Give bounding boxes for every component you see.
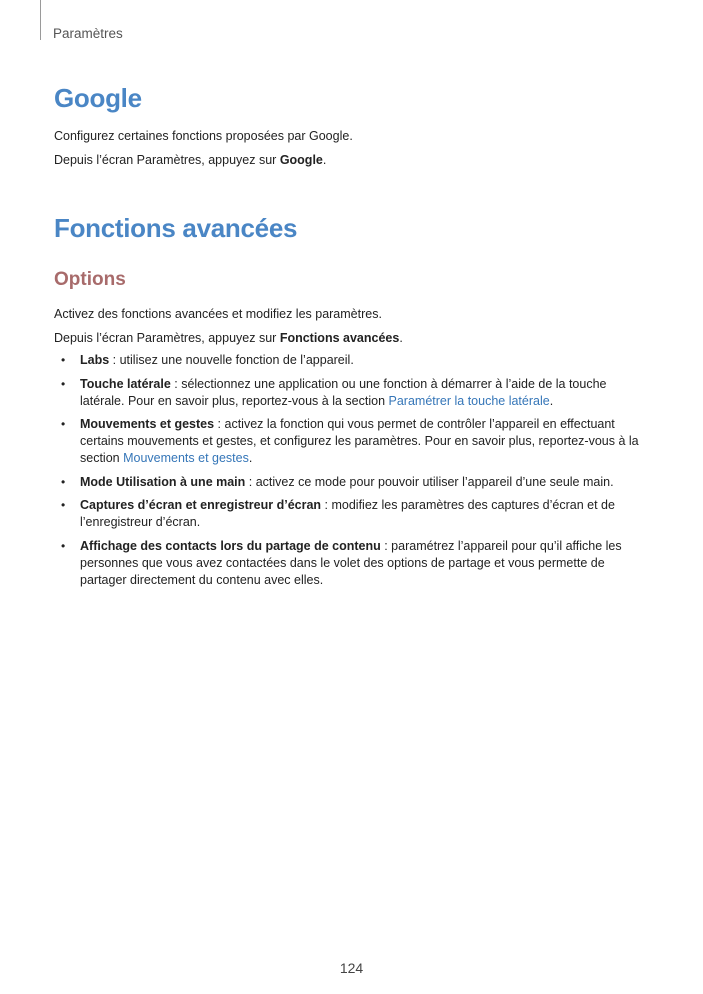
google-path-suffix: . — [322, 153, 327, 167]
options-description: Activez des fonctions avancées et modifiez les paramètres. — [54, 307, 382, 321]
options-list — [54, 352, 654, 589]
options-path — [54, 326, 654, 350]
google-heading: Google — [54, 83, 142, 113]
bullet: • — [61, 474, 66, 489]
item-text: : activez ce mode pour pouvoir utiliser l’appareil d’une seule main. — [245, 474, 614, 489]
bullet: • — [61, 498, 66, 512]
item-text: : activez la fonction qui vous permet de contrôler l’appareil en effectuant certains mouvements et gestes, et configurez les paramètres. Pour en savoir plus, reportez-vous à la section — [80, 417, 639, 465]
google-path — [54, 148, 654, 172]
item-term: Captures d’écran et enregistreur d’écran — [80, 498, 322, 512]
options-path-bold: Fonctions avancées — [279, 331, 400, 345]
list-item-screenshots — [54, 497, 654, 531]
list-item-share-contacts — [54, 538, 654, 589]
margin-line — [40, 0, 41, 40]
bullet: • — [61, 538, 66, 553]
options-path-suffix: . — [399, 331, 403, 345]
google-path-bold: Google — [279, 153, 323, 167]
item-term: Mode Utilisation à une main — [80, 474, 246, 489]
page-content — [54, 82, 654, 595]
item-text: : utilisez une nouvelle fonction de l’appareil. — [109, 353, 354, 367]
google-path-prefix: Depuis l’écran Paramètres, appuyez sur — [54, 153, 280, 167]
bullet: • — [61, 417, 66, 431]
running-header: Paramètres — [53, 26, 123, 41]
bullet: • — [61, 353, 66, 367]
item-text-after: . — [549, 393, 554, 408]
item-text: : paramétrez l’appareil pour qu’il affiche les personnes que vous avez contactées dans le volet des options de partage et vous permette de partager directement du contenu avec elles. — [80, 538, 622, 587]
side-key-link[interactable]: Paramétrer la touche latérale — [388, 393, 550, 408]
list-item-side-key — [54, 376, 654, 410]
list-item-one-handed — [54, 474, 654, 491]
item-text: : modifiez les paramètres des captures d’écran et de l’enregistreur d’écran. — [80, 498, 615, 529]
google-description: Configurez certaines fonctions proposées par Google. — [54, 129, 353, 143]
item-term: Affichage des contacts lors du partage de contenu — [80, 538, 381, 553]
bullet: • — [61, 376, 66, 391]
motions-link[interactable]: Mouvements et gestes — [123, 451, 249, 465]
options-path-prefix: Depuis l’écran Paramètres, appuyez sur — [54, 331, 280, 345]
page-number: 124 — [339, 960, 364, 976]
item-term: Touche latérale — [80, 376, 171, 391]
list-item-motions — [54, 416, 654, 467]
options-heading: Options — [54, 269, 126, 290]
item-term: Labs — [80, 353, 110, 367]
item-term: Mouvements et gestes — [80, 417, 215, 431]
list-item-labs — [54, 352, 654, 369]
item-text: : sélectionnez une application ou une fonction à démarrer à l’aide de la touche latérale. Pour en savoir plus, reportez-vous à la section — [80, 376, 607, 408]
advanced-features-heading: Fonctions avancées — [54, 213, 298, 243]
item-text-after: . — [248, 451, 253, 465]
